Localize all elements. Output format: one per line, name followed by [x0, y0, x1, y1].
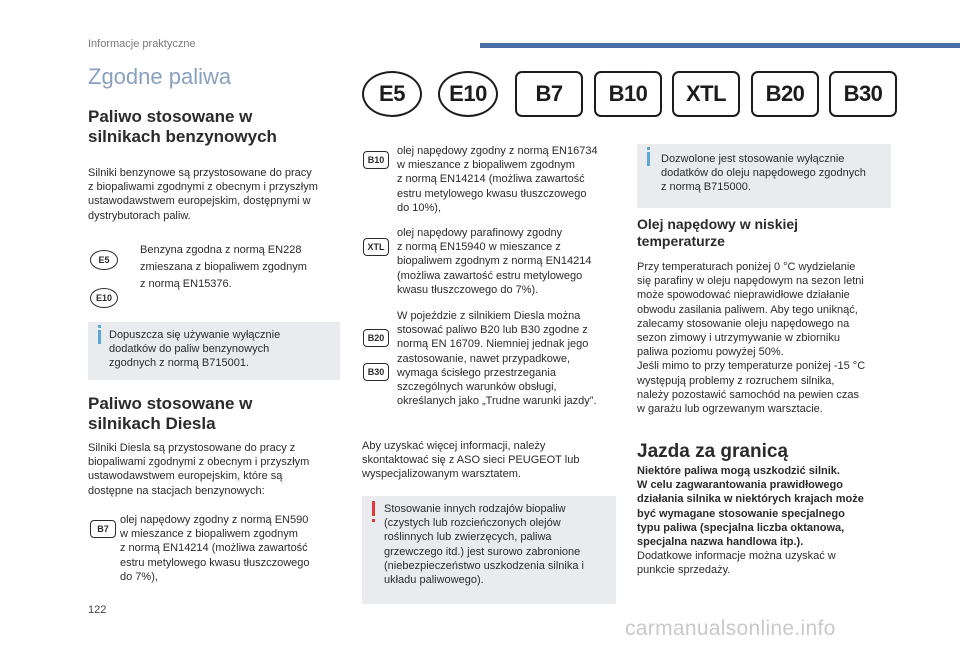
section-label: Informacje praktyczne — [88, 38, 196, 50]
diesel-b7-text: olej napędowy zgodny z normą EN590 w mieszance z biopaliwem zgodnym z normą EN14214 (możliwa zawartość estru metylowego kwasu tłuszczowego do 7%), — [120, 514, 310, 583]
watermark: carmanualsonline.info — [625, 617, 836, 640]
badge-xtl: XTL — [363, 238, 389, 256]
petrol-additive-note: Dopuszcza się używanie wyłącznie dodatków do paliw benzynowych zgodnych z normą B715001. — [88, 322, 340, 380]
petrol-badge-e10: E10 — [90, 288, 118, 308]
petrol-badge-e5: E5 — [90, 250, 118, 270]
xtl-text: olej napędowy parafinowy zgodny z normą EN15940 w mieszance z biopaliwem zgodnym z normą EN14214 (możliwa zawartość estru metylowego kwasu tłuszczowego do 7%). — [397, 227, 592, 296]
badge-b10: B10 — [363, 151, 389, 169]
biofuel-warning-note: Stosowanie innych rodzajów biopaliw (czystych lub rozcieńczonych olejów roślinnych lub zwierzęcych, paliwa grzewczego itd.) jest surowo zabronione (niebezpieczeństwo uszkodzenia silnika i układu paliwowego). — [362, 496, 616, 604]
page-title: Zgodne paliwa — [88, 64, 232, 89]
fuel-badge-e5: E5 — [362, 71, 422, 117]
cold-diesel-text: Przy temperaturach poniżej 0 °C wydzielanie się parafiny w oleju napędowym na sezon letni może spowodować nieprawidłowe działanie obwodu zasilania paliwem. Aby tego uniknąć, zalecamy stosowanie oleju napędowego na sezon zimowy i utrzymywanie w zbiorniku paliwa poziomu powyżej 50%. Jeśli mimo to przy temperaturze poniżej -15 °C występują problemy z rozruchem silnika, należy pozostawić samochód na pewien czas w garażu lub ogrzewanym warsztacie. — [637, 261, 866, 416]
badge-b20: B20 — [363, 329, 389, 347]
page-number: 122 — [88, 604, 107, 616]
petrol-intro: Silniki benzynowe są przystosowane do pracy z biopaliwami zgodnymi z obecnym i przyszłym ustawodawstwem europejskim, dostępnymi w dystrybutorach paliw. — [88, 167, 318, 222]
diesel-heading: Paliwo stosowane w silnikach Diesla — [88, 394, 253, 433]
diesel-intro: Silniki Diesla są przystosowane do pracy z biopaliwami zgodnymi z obecnym i przyszłym ustawodawstwem europejskim, które są dostępne na stacjach benzynowych: — [88, 442, 310, 497]
cold-diesel-heading: Olej napędowy w niskiej temperaturze — [637, 216, 799, 249]
fuel-badge-b7: B7 — [515, 71, 583, 117]
header-accent-bar — [480, 43, 960, 48]
fuel-badge-b10: B10 — [594, 71, 662, 117]
petrol-badge-text: Benzyna zgodna z normą EN228 zmieszana z biopaliwem zgodnym z normą EN15376. — [140, 244, 307, 290]
b10-text: olej napędowy zgodny z normą EN16734 w mieszance z biopaliwem zgodnym z normą EN14214 (możliwa zawartość estru metylowego kwasu tłuszczowego do 10%), — [397, 145, 598, 214]
fuel-badge-e10: E10 — [438, 71, 498, 117]
fuel-badge-b30: B30 — [829, 71, 897, 117]
info-icon — [647, 147, 650, 150]
more-info-text: Aby uzyskać więcej informacji, należy skontaktować się z ASO sieci PEUGEOT lub wyspecjalizowanym warsztatem. — [362, 440, 580, 481]
abroad-heading: Jazda za granicą — [637, 441, 789, 462]
petrol-heading: Paliwo stosowane w silnikach benzynowych — [88, 107, 277, 146]
b20-b30-text: W pojeździe z silnikiem Diesla można stosować paliwo B20 lub B30 zgodne z normą EN 16709. Niemniej jednak jego zastosowanie, nawet przypadkowe, wymaga ścisłego przestrzegania szczególnych warunków obsługi, określanych jako „Trudne warunki jazdy”. — [397, 310, 597, 408]
abroad-text: Niektóre paliwa mogą uszkodzić silnik. W celu zagwarantowania prawidłowego działania silnika w niektórych krajach może być wymagane stosowanie specjalnego typu paliwa (specjalna liczba oktanowa, specjalna nazwa handlowa itp.). Dodatkowe informacje można uzyskać w punkcie sprzedaży. — [637, 465, 864, 577]
info-icon — [98, 325, 101, 328]
fuel-badge-xtl: XTL — [672, 71, 740, 117]
badge-b30: B30 — [363, 363, 389, 381]
warning-icon — [372, 501, 375, 516]
diesel-badge-b7: B7 — [90, 520, 116, 538]
diesel-additive-note: Dozwolone jest stosowanie wyłącznie dodatków do oleju napędowego zgodnych z normą B715000. — [637, 144, 891, 208]
fuel-badge-b20: B20 — [751, 71, 819, 117]
